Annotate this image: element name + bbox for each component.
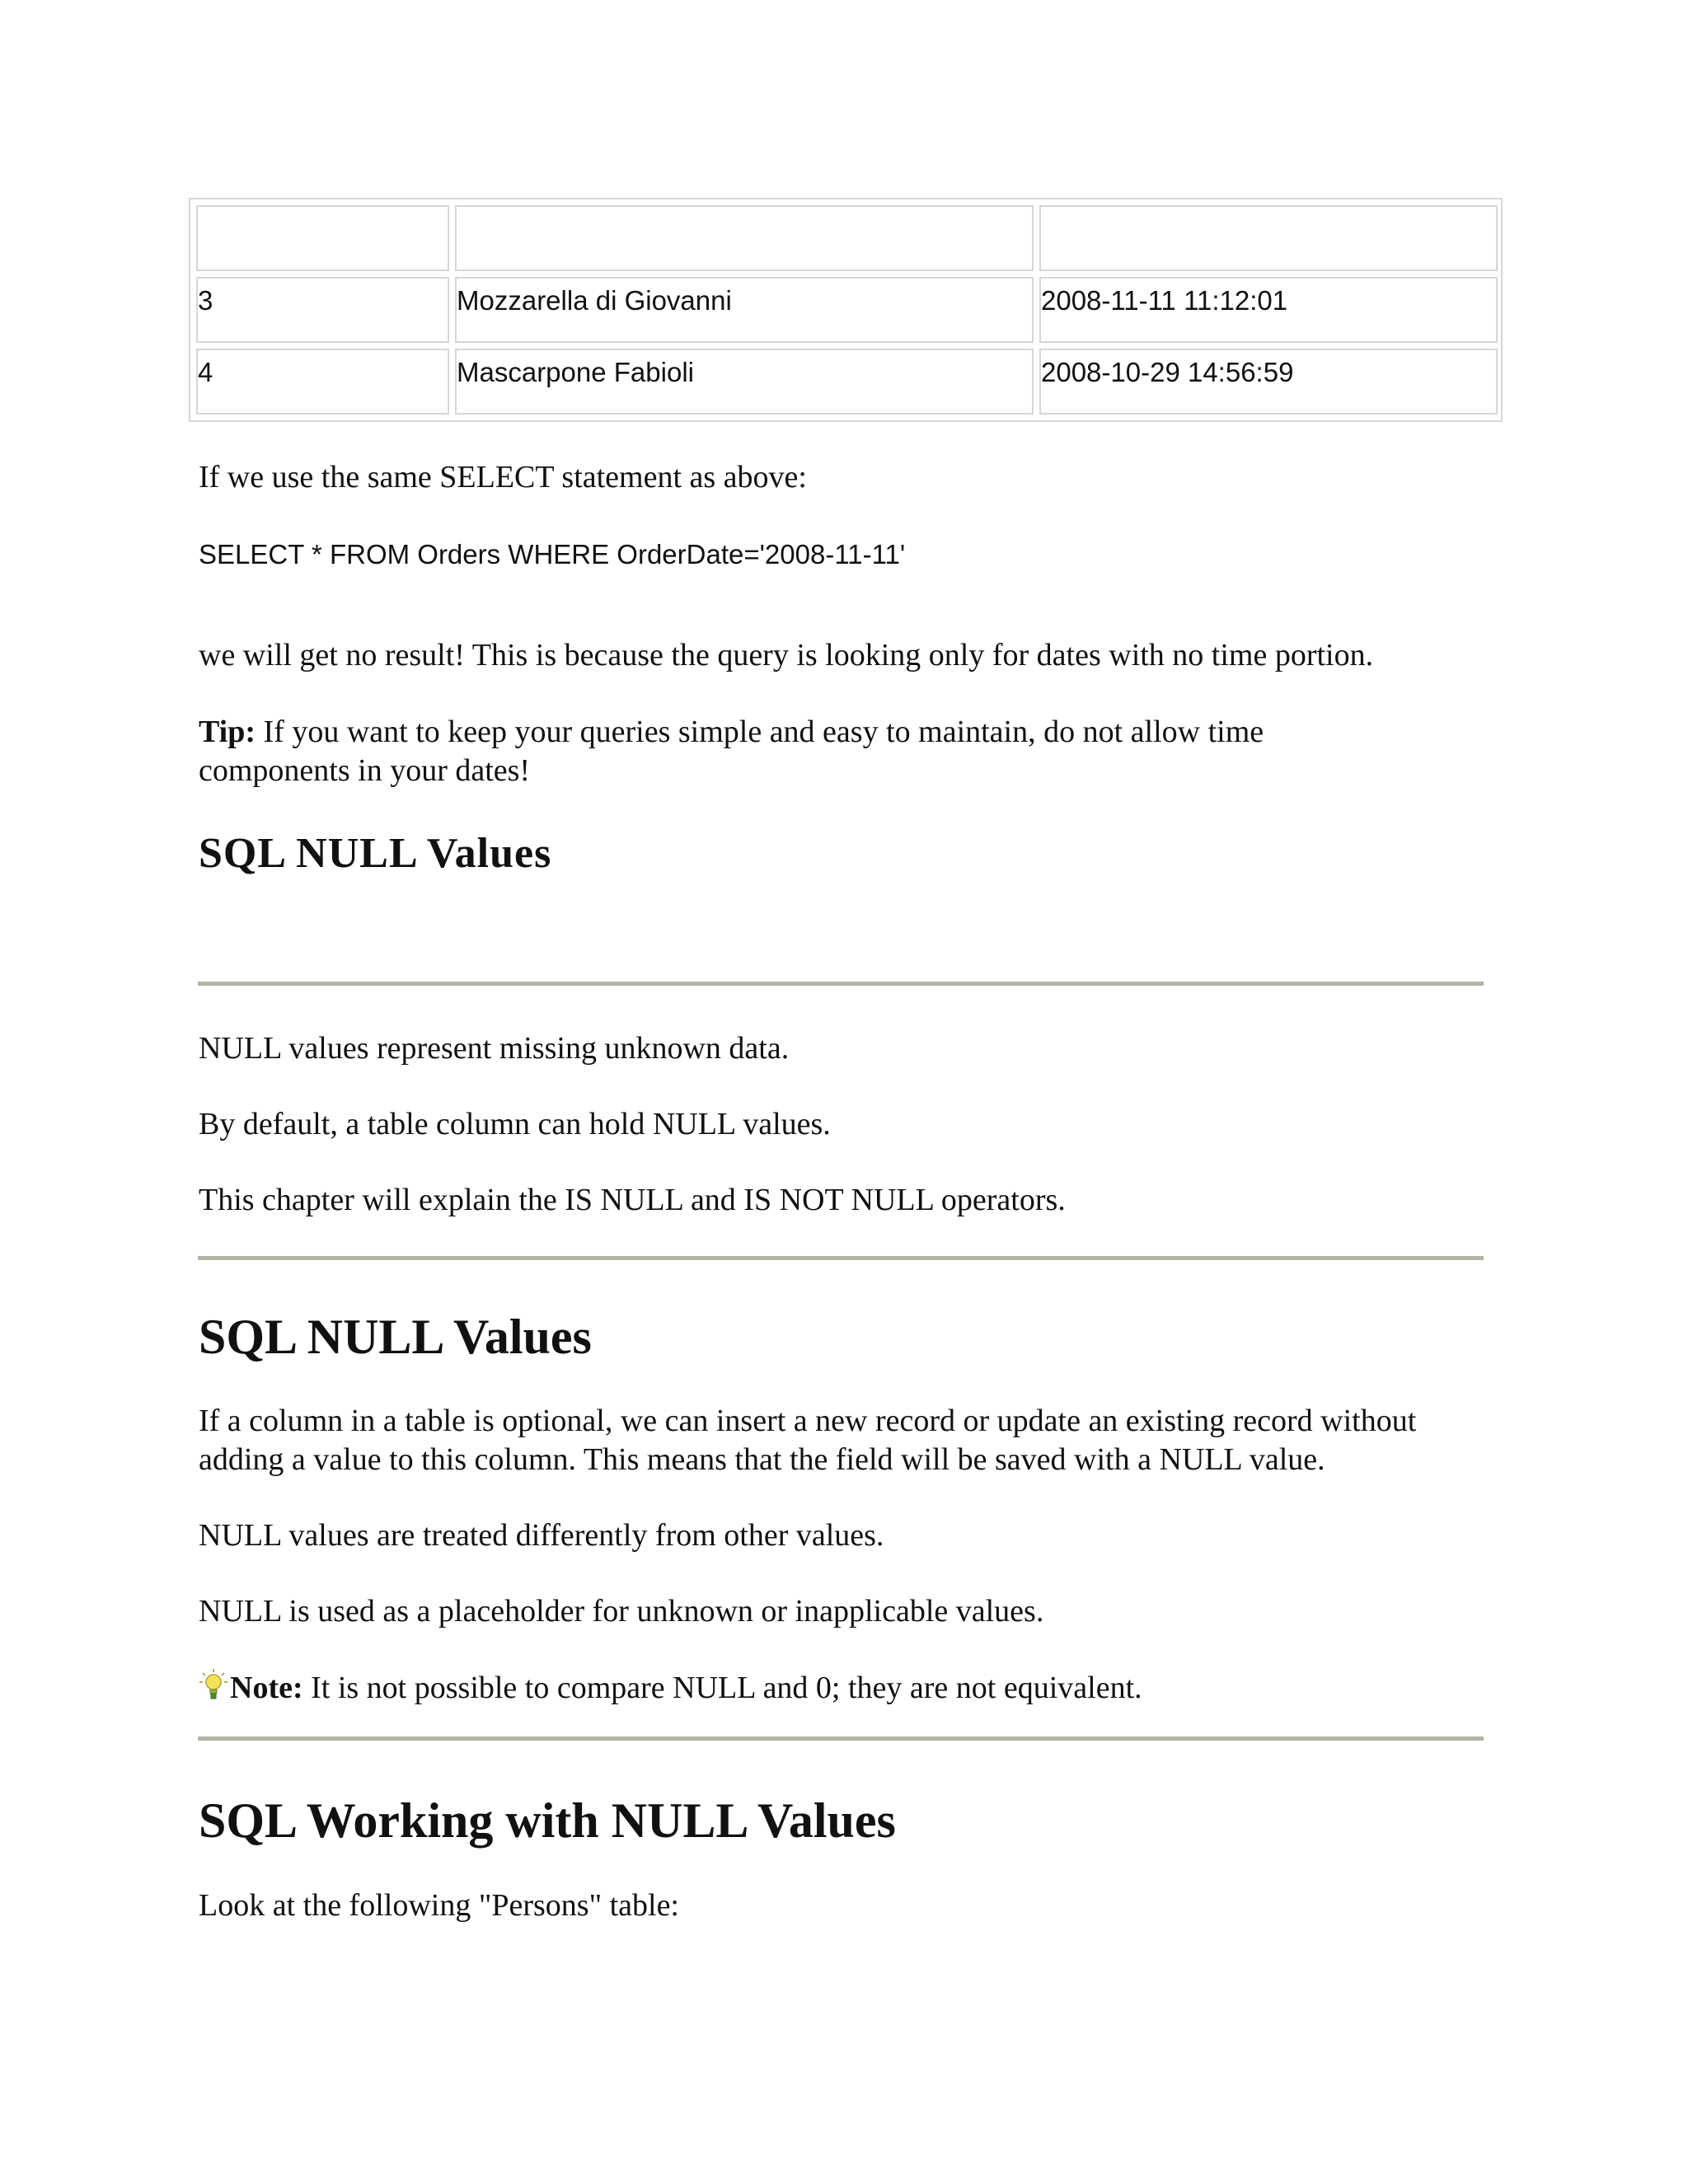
table-cell-order-id: 3 <box>196 277 449 343</box>
horizontal-rule <box>198 982 1484 986</box>
horizontal-rule <box>198 1256 1484 1260</box>
table-cell-order-date: 2008-11-11 11:12:01 <box>1039 277 1498 343</box>
note-text: It is not possible to compare NULL and 0; they are not equivalent. <box>302 1671 1142 1705</box>
tip-text: If you want to keep your queries simple and easy to maintain, do not allow time components in your dates! <box>199 715 1264 788</box>
table-cell-order-date: 2008-10-29 14:56:59 <box>1039 349 1498 415</box>
table-cell-product-name: Mozzarella di Giovanni <box>455 277 1034 343</box>
intro-paragraph: If we use the same SELECT statement as above: <box>199 460 807 494</box>
table-cell-product-name: Mascarpone Fabioli <box>455 349 1034 415</box>
section-heading: SQL NULL Values <box>199 1310 592 1364</box>
table-cell-order-id: 4 <box>196 349 449 415</box>
table-cell <box>196 205 449 271</box>
note-label: Note: <box>230 1671 303 1705</box>
tip-paragraph <box>199 713 1369 790</box>
lightbulb-icon <box>199 1668 228 1701</box>
null-body-paragraph: NULL values are treated differently from other values. <box>199 1518 884 1553</box>
section-heading: SQL Working with NULL Values <box>199 1793 896 1848</box>
null-body-paragraph: NULL is used as a placeholder for unknown or inapplicable values. <box>199 1594 1044 1629</box>
horizontal-rule <box>198 1736 1484 1741</box>
section-title: SQL NULL Values <box>199 830 552 877</box>
null-intro-line: By default, a table column can hold NULL values. <box>199 1107 831 1141</box>
null-body-paragraph: If a column in a table is optional, we can insert a new record or update an existing record without adding a value to this column. This means that the field will be saved with a NULL value. <box>199 1404 1417 1477</box>
sql-query: SELECT * FROM Orders WHERE OrderDate='2008-11-11' <box>199 539 906 569</box>
persons-intro-paragraph: Look at the following "Persons" table: <box>199 1888 679 1923</box>
table-cell <box>1039 205 1498 271</box>
no-result-paragraph: we will get no result! This is because the query is looking only for dates with no time portion. <box>199 638 1374 673</box>
null-intro-line: This chapter will explain the IS NULL and IS NOT NULL operators. <box>199 1183 1066 1217</box>
orders-table <box>189 198 1503 422</box>
note-paragraph <box>199 1668 1517 1708</box>
null-intro-line: NULL values represent missing unknown data. <box>199 1031 790 1066</box>
tip-label: Tip: <box>199 715 256 749</box>
table-cell <box>455 205 1034 271</box>
